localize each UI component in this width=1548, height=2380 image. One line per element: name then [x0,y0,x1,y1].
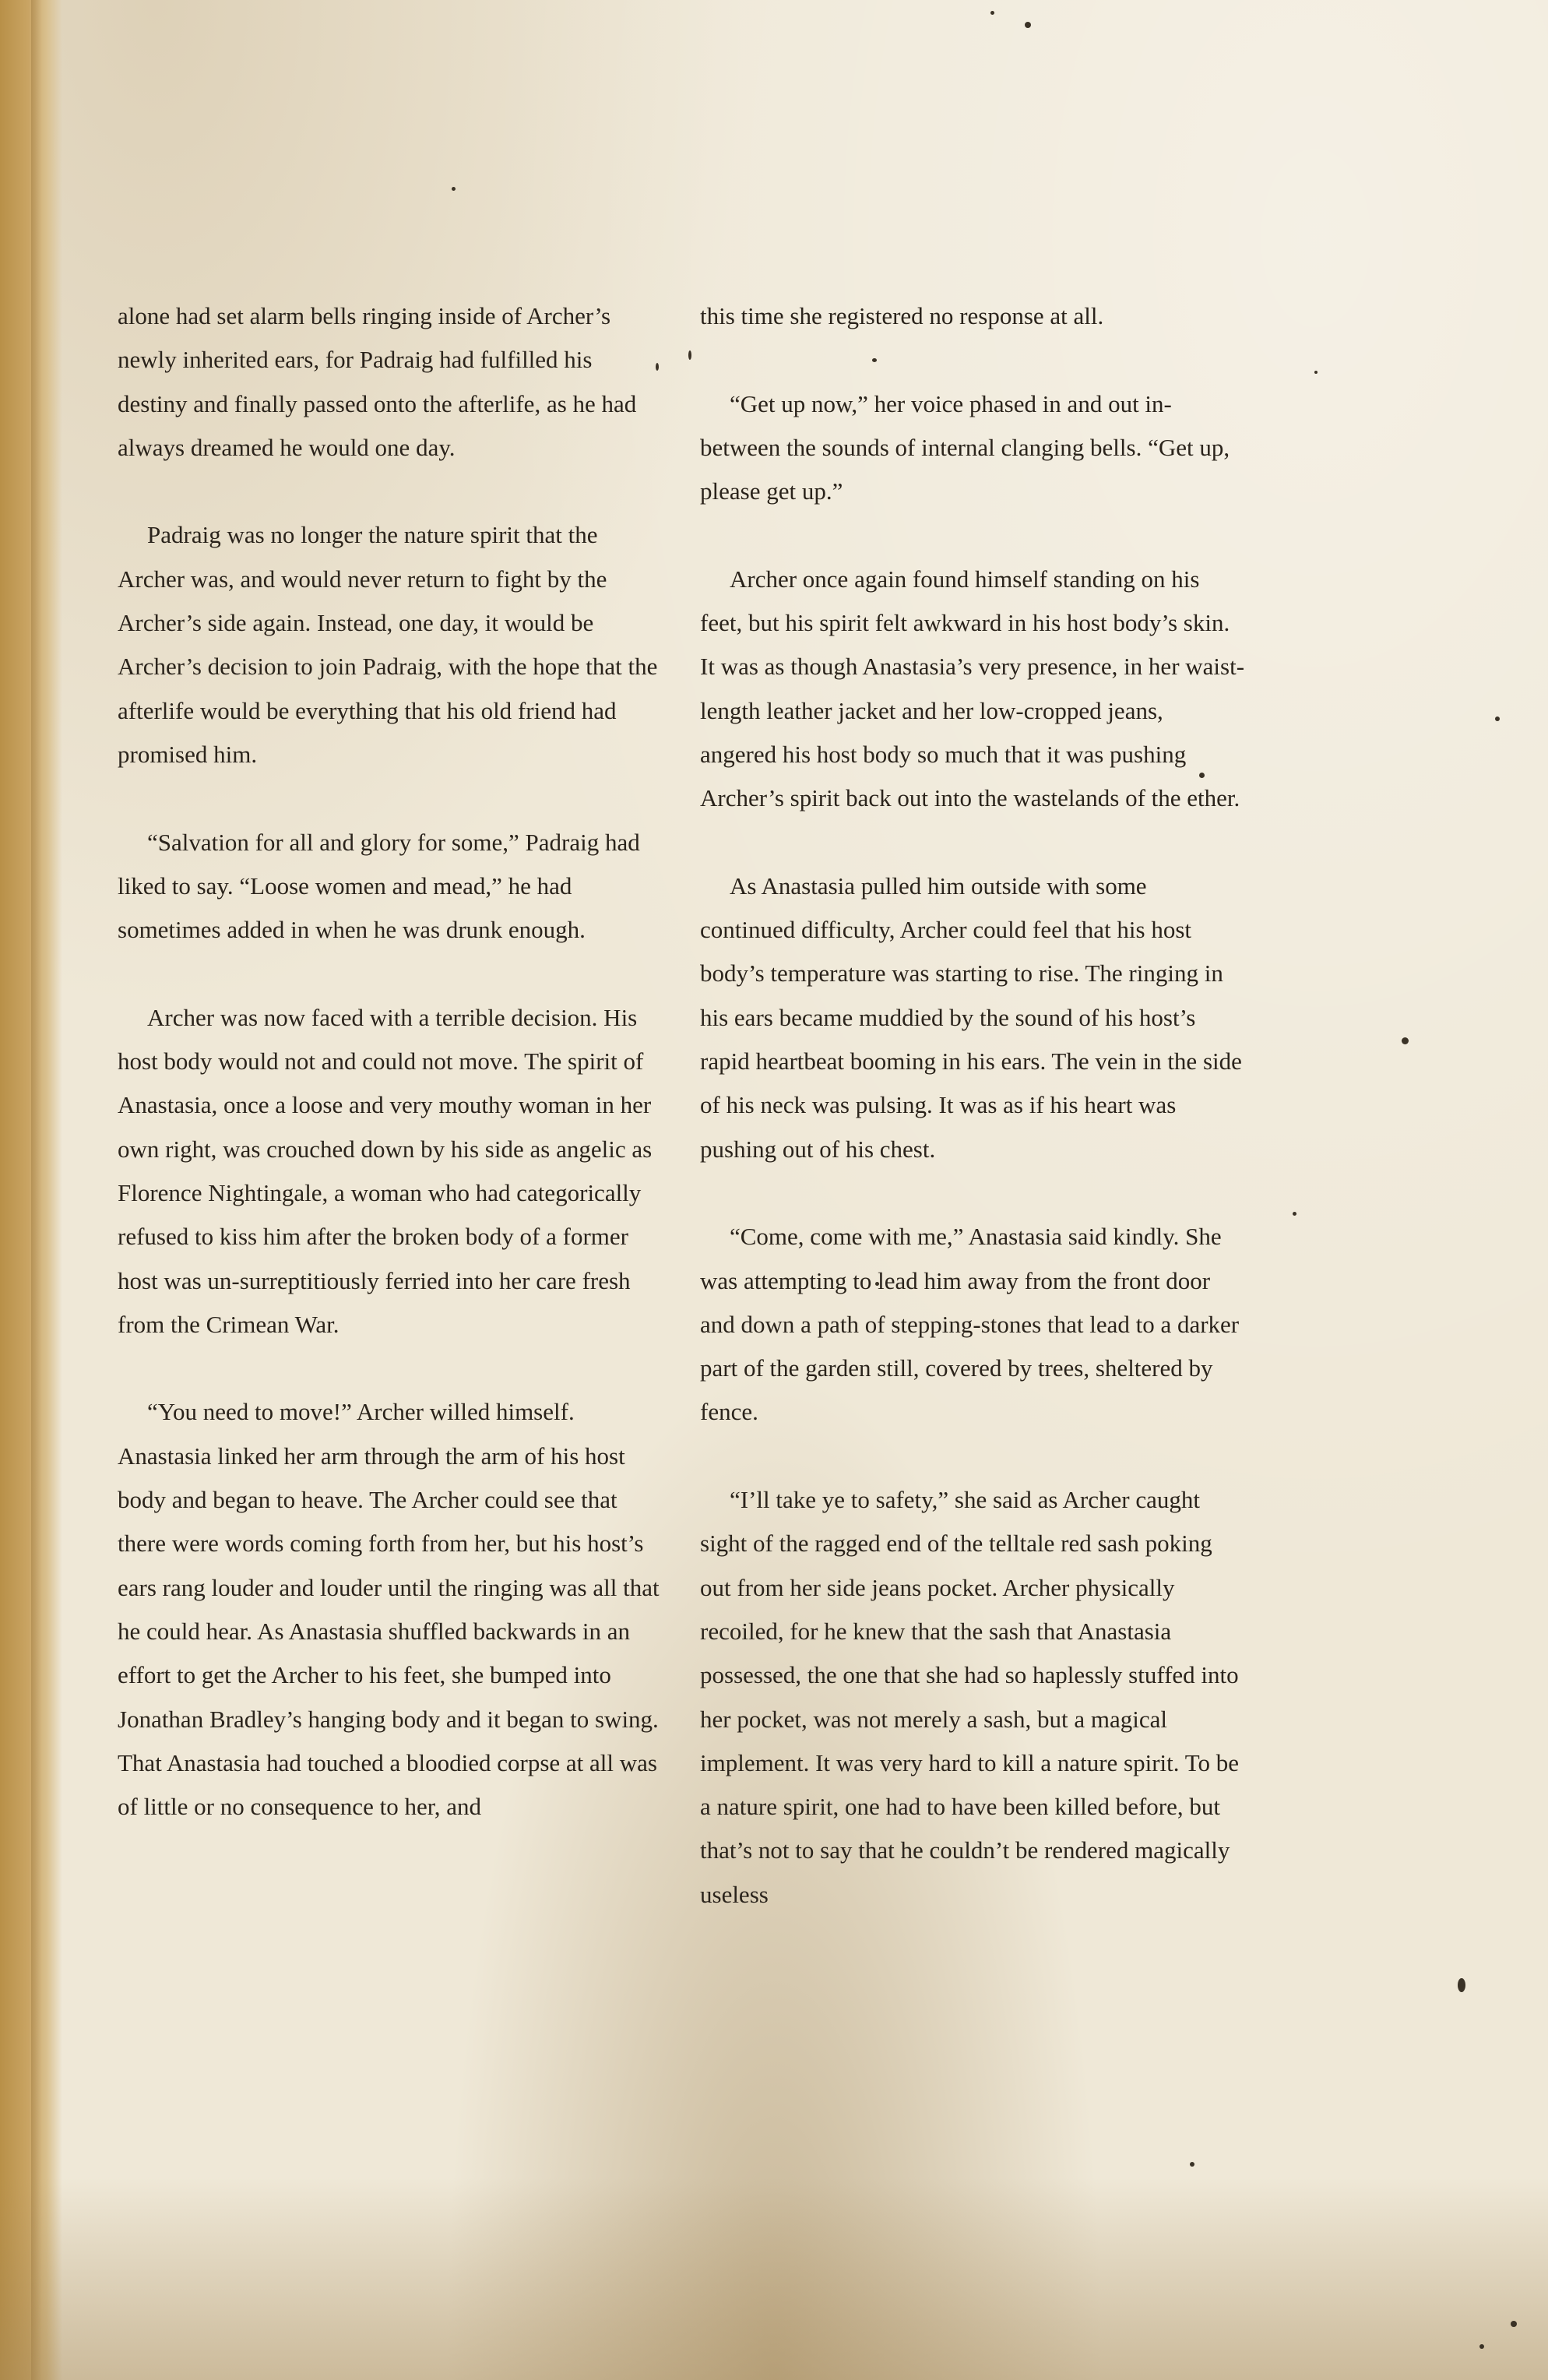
paper-speck [1190,2162,1194,2167]
paper-speck [1402,1037,1409,1044]
paper-speck [1458,1978,1465,1992]
paragraph: Archer once again found himself standing on his feet, but his spirit felt awkward in his host body’s skin. It was as though Anastasia’s very presence, in her waist-length leather jacket and her low-cropped jeans, angered his host body so much that it was pushing Archer’s spirit back out into the wastelands of the ether. [700,565,1245,812]
paragraph: alone had set alarm bells ringing inside of Archer’s newly inherited ears, for Padraig had fulfilled his destiny and finally passed onto the afterlife, as he had always dreamed he would one day. [118,302,637,461]
paragraph: Archer was now faced with a terrible decision. His host body would not and could not move. The spirit of Anastasia, once a loose and very mouthy woman in her own right, was crouched down by his side as angelic as Florence Nightingale, a woman who had categorically refused to kiss him after the broken body of a former host was un-surreptitiously ferried into her care fresh from the Crimean War. [118,1003,653,1338]
paper-speck [990,11,994,15]
paragraph: “You need to move!” Archer willed himself. Anastasia linked her arm through the arm of his host body and began to heave. The Archer could see that there were words coming forth from her, but his host’s ears rang louder and louder until the ringing was all that he could hear. As Anastasia shuffled backwards in an effort to get the Archer to his feet, she bumped into Jonathan Bradley’s hanging body and it began to swing. That Anastasia had touched a bloodied corpse at all was of little or no consequence to her, and [118,1398,660,1821]
paper-speck [452,187,456,191]
paragraph: “Come, come with me,” Anastasia said kindly. She was attempting to lead him away from the front door and down a path of stepping-stones that lead to a darker part of the garden still, covered by trees, sheltered by fence. [700,1223,1240,1426]
bottom-edge-stain [0,2178,1548,2380]
paper-speck [1511,2321,1517,2327]
left-edge-shadow [31,0,42,2380]
paragraph: As Anastasia pulled him outside with some continued difficulty, Archer could feel that his host body’s temperature was starting to rise. The ringing in his ears became muddied by the sound of his host’s rapid heartbeat booming in his ears. The vein in the side of his neck was pulsing. It was as if his heart was pushing out of his chest. [700,871,1242,1163]
left-text-column [118,294,663,1829]
paragraph: “I’ll take ye to safety,” she said as Archer caught sight of the ragged end of the telltale red sash poking out from her side jeans pocket. Archer physically recoiled, for he knew that the sash that Anastasia possessed, the one that she had so haplessly stuffed into her pocket, was not merely a sash, but a magical implement. It was very hard to kill a nature spirit. To be a nature spirit, one had to have been killed before, but that’s not to say that he couldn’t be rendered magically useless [700,1486,1240,1908]
paragraph: “Salvation for all and glory for some,” Padraig had liked to say. “Loose women and mead,” he had sometimes added in when he was drunk enough. [118,828,640,944]
paragraph: “Get up now,” her voice phased in and out in-between the sounds of internal clanging bells. “Get up, please get up.” [700,389,1230,505]
paper-speck [1479,2344,1484,2349]
paper-speck [1314,371,1318,374]
paper-speck [688,350,691,360]
paragraph: Padraig was no longer the nature spirit that the Archer was, and would never return to fight by the Archer’s side again. Instead, one day, it would be Archer’s decision to join Padraig, with the hope that the afterlife would be everything that his old friend had promised him. [118,521,658,768]
paper-speck [1293,1212,1296,1216]
paper-speck [1495,716,1500,721]
right-text-column [700,294,1245,1917]
paper-speck [1025,22,1031,28]
paragraph: this time she registered no response at all. [700,302,1104,329]
